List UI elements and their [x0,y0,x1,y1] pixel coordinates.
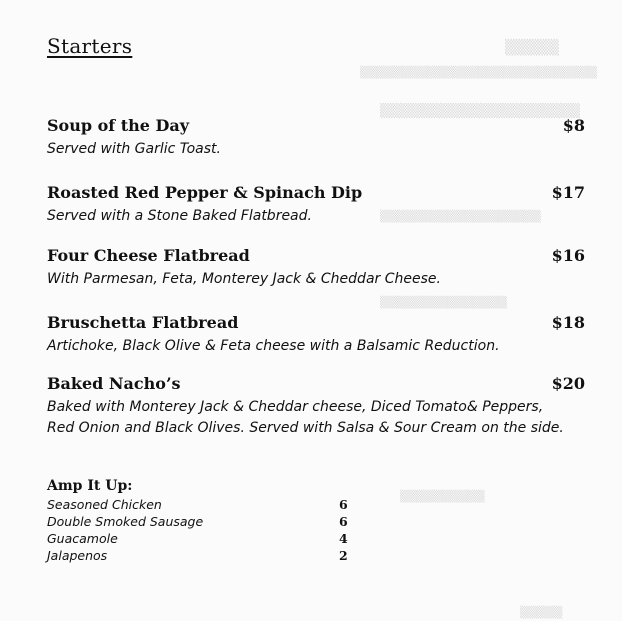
bleed-through-3: ▒▒▒▒▒▒▒▒▒▒▒▒▒▒▒▒▒▒▒▒ [380,104,580,119]
addons-title: Amp It Up: [47,478,133,494]
item-description: Artichoke, Black Olive & Feta cheese with a Balsamic Reduction. [47,338,500,354]
addon-price: 6 [339,514,348,529]
item-name: Roasted Red Pepper & Spinach Dip [47,183,363,202]
bleed-through-7: ▒▒▒▒▒ [520,606,563,619]
addon-row [47,531,357,548]
bleed-through-6: ▒▒▒▒▒▒▒▒▒▒ [400,490,485,503]
bleed-through-2: ▒▒▒▒▒▒▒▒▒▒▒▒▒▒▒▒▒▒▒▒▒▒▒▒▒▒▒▒ [360,66,597,79]
item-description: Served with Garlic Toast. [47,141,221,157]
item-name: Baked Nacho’s [47,374,181,393]
bleed-through-5: ▒▒▒▒▒▒▒▒▒▒▒▒▒▒▒ [380,296,507,309]
item-price: $17 [551,183,585,202]
item-price: $8 [562,116,585,135]
item-name: Four Cheese Flatbread [47,246,250,265]
menu-item [47,246,585,290]
addon-name: Jalapenos [47,548,108,563]
item-price: $16 [551,246,585,265]
addon-price: 4 [339,531,348,546]
menu-item [47,116,585,160]
menu-item [47,183,585,227]
addon-name: Double Smoked Sausage [47,514,204,529]
menu-item [47,313,585,357]
addon-name: Seasoned Chicken [47,497,162,512]
addon-row [47,548,357,565]
addons-list [47,497,357,565]
item-price: $20 [551,374,585,393]
item-name: Bruschetta Flatbread [47,313,239,332]
item-price: $18 [551,313,585,332]
bleed-through-4: ▒▒▒▒▒▒▒▒▒▒▒▒▒▒▒▒▒▒▒ [380,210,541,223]
item-description: Served with a Stone Baked Flatbread. [47,208,312,224]
addon-row [47,514,357,531]
item-description: Baked with Monterey Jack & Cheddar cheese, Diced Tomato& Peppers, Red Onion and Black Olives. Served with Salsa & Sour Cream on the side. [47,399,564,436]
item-description: With Parmesan, Feta, Monterey Jack & Cheddar Cheese. [47,271,441,287]
bleed-through-1: ▒▒▒▒▒ [505,40,559,56]
item-name: Soup of the Day [47,116,190,135]
section-title: Starters [47,34,133,58]
addon-name: Guacamole [47,531,118,546]
addon-price: 6 [339,497,348,512]
addon-row [47,497,357,514]
addon-price: 2 [339,548,348,563]
menu-item [47,374,585,439]
